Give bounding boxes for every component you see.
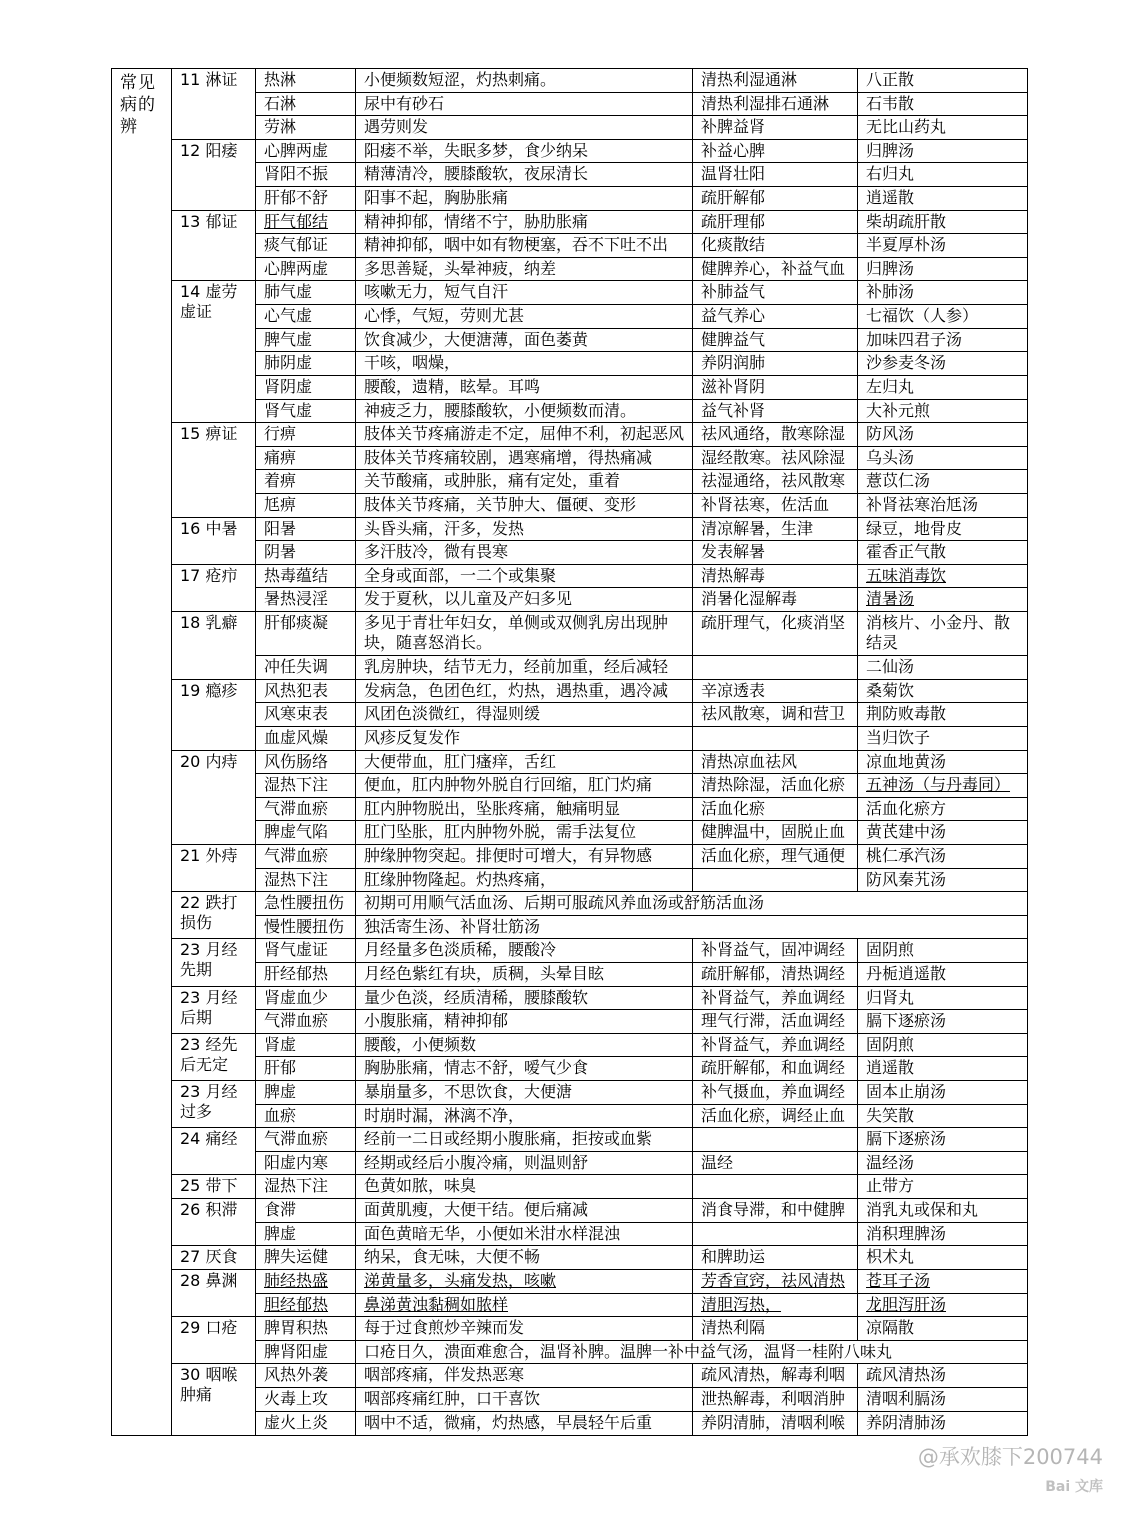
symptom-cell: 干咳，咽燥， [356,352,693,376]
treatment-cell: 祛风通络，散寒除湿 [693,423,858,447]
symptom-cell: 独活寄生汤、补肾壮筋汤 [356,915,1028,939]
treatment-cell: 养阴清肺，清咽利喉 [693,1411,858,1435]
table-row [112,750,1028,774]
syndrome-cell: 着痹 [256,470,356,494]
symptom-cell: 经前一二日或经期小腹胀痛，拒按或血紫 [356,1128,693,1152]
baidu-wenku-logo: Bai 文库 [1045,1479,1103,1495]
formula-cell: 膈下逐瘀汤 [858,1010,1028,1034]
formula-cell: 荆防败毒散 [858,703,1028,727]
symptom-cell: 肛门坠胀，肛内肿物外脱，需手法复位 [356,821,693,845]
symptom-cell: 胸胁胀痛，情志不舒，嗳气少食 [356,1057,693,1081]
formula-cell: 苍耳子汤 [858,1269,1028,1293]
symptom-cell: 发病急，色团色红，灼热，遇热重，遇冷减 [356,679,693,703]
treatment-cell: 泄热解毒，利咽消肿 [693,1387,858,1411]
treatment-cell: 消暑化湿解毒 [693,588,858,612]
symptom-cell: 遇劳则发 [356,116,693,140]
symptom-cell: 多见于青壮年妇女，单侧或双侧乳房出现肿块，随喜怒消长。 [356,612,693,656]
formula-cell: 龙胆泻肝汤 [858,1293,1028,1317]
symptom-cell: 每于过食煎炒辛辣而发 [356,1317,693,1341]
syndrome-cell: 劳淋 [256,116,356,140]
symptom-cell: 肿缘肿物突起。排便时可增大，有异物感 [356,844,693,868]
treatment-cell: 清热利湿排石通淋 [693,92,858,116]
symptom-cell: 时崩时漏，淋漓不净， [356,1104,693,1128]
symptom-cell: 心悸，气短，劳则尤甚 [356,305,693,329]
symptom-cell: 咽中不适，微痛，灼热感，早晨轻午后重 [356,1411,693,1435]
symptom-cell: 肢体关节疼痛较剧，遇寒痛增，得热痛减 [356,446,693,470]
disease-name-cell: 20 内痔 [172,750,256,844]
symptom-cell: 大便带血，肛门瘙痒，舌红 [356,750,693,774]
formula-cell: 桑菊饮 [858,679,1028,703]
treatment-cell [693,1175,858,1199]
formula-cell: 补肾祛寒治尪汤 [858,493,1028,517]
syndrome-cell: 虚火上炎 [256,1411,356,1435]
syndrome-cell: 肝郁不舒 [256,187,356,211]
symptom-cell: 咳嗽无力，短气自汗 [356,281,693,305]
treatment-cell: 疏风清热，解毒利咽 [693,1364,858,1388]
treatment-cell: 清热利隔 [693,1317,858,1341]
table-row [112,517,1028,541]
syndrome-cell: 气滞血瘀 [256,1010,356,1034]
formula-cell: 归脾汤 [858,139,1028,163]
syndrome-cell: 慢性腰扭伤 [256,915,356,939]
formula-cell: 活血化瘀方 [858,797,1028,821]
disease-name-cell: 12 阳痿 [172,139,256,210]
syndrome-cell: 肝气郁结 [256,210,356,234]
disease-name-cell: 17 疮疖 [172,564,256,611]
table-row [112,986,1028,1010]
disease-name-cell: 25 带下 [172,1175,256,1199]
treatment-cell: 补肾益气，养血调经 [693,1033,858,1057]
table-row [112,281,1028,305]
disease-name-cell: 30 咽喉肿痛 [172,1364,256,1436]
syndrome-cell: 石淋 [256,92,356,116]
treatment-cell [693,1128,858,1152]
symptom-cell: 头昏头痛，汗多，发热 [356,517,693,541]
treatment-cell [693,1222,858,1246]
symptom-cell: 精神抑郁，情绪不宁，胁肋胀痛 [356,210,693,234]
treatment-cell: 健脾温中，固脱止血 [693,821,858,845]
syndrome-cell: 热淋 [256,69,356,93]
symptom-cell: 肢体关节疼痛，关节肿大、僵硬、变形 [356,493,693,517]
treatment-cell: 疏肝理气，化痰消坚 [693,612,858,656]
disease-name-cell: 15 痹证 [172,423,256,517]
formula-cell: 止带方 [858,1175,1028,1199]
symptom-cell: 月经量多色淡质稀，腰酸冷 [356,939,693,963]
syndrome-cell: 气滞血瘀 [256,797,356,821]
syndrome-cell: 暑热浸淫 [256,588,356,612]
syndrome-cell: 阳暑 [256,517,356,541]
formula-cell: 当归饮子 [858,726,1028,750]
symptom-cell: 肛内肿物脱出，坠胀疼痛，触痛明显 [356,797,693,821]
symptom-cell: 神疲乏力，腰膝酸软，小便频数而清。 [356,399,693,423]
symptom-cell: 阳痿不举，失眠多梦，食少纳呆 [356,139,693,163]
formula-cell: 养阴清肺汤 [858,1411,1028,1435]
disease-name-cell: 11 淋证 [172,69,256,140]
formula-cell: 固本止崩汤 [858,1081,1028,1105]
syndrome-cell: 阳虚内寒 [256,1151,356,1175]
disease-name-cell: 24 痛经 [172,1128,256,1175]
symptom-cell: 经期或经后小腹冷痛，则温则舒 [356,1151,693,1175]
treatment-cell [693,656,858,680]
symptom-cell: 腰酸，遗精，眩晕。耳鸣 [356,375,693,399]
syndrome-cell: 血瘀 [256,1104,356,1128]
disease-name-cell: 26 积滞 [172,1199,256,1246]
treatment-cell: 益气养心 [693,305,858,329]
treatment-cell: 发表解暑 [693,541,858,565]
syndrome-cell: 心气虚 [256,305,356,329]
treatment-cell: 补气摄血，养血调经 [693,1081,858,1105]
table-row [112,1199,1028,1223]
treatment-cell: 清胆泻热， [693,1293,858,1317]
symptom-cell: 便血，肛内肿物外脱自行回缩，肛门灼痛 [356,774,693,798]
treatment-cell: 辛凉透表 [693,679,858,703]
formula-cell: 枳术丸 [858,1246,1028,1270]
treatment-cell: 补肾益气，固冲调经 [693,939,858,963]
syndrome-cell: 风伤肠络 [256,750,356,774]
treatment-cell: 疏肝解郁 [693,187,858,211]
table-row [112,1246,1028,1270]
symptom-cell: 初期可用顺气活血汤、后期可服疏风养血汤或舒筋活血汤 [356,892,1028,916]
syndrome-cell: 行痹 [256,423,356,447]
table-row [112,564,1028,588]
formula-cell: 五味消毒饮 [858,564,1028,588]
watermark-text: @承欢膝下200744 [917,1445,1103,1469]
treatment-cell: 湿经散寒。祛风除湿 [693,446,858,470]
syndrome-cell: 肺经热盛 [256,1269,356,1293]
syndrome-cell: 脾胃积热 [256,1317,356,1341]
formula-cell: 清暑汤 [858,588,1028,612]
treatment-cell: 疏肝理郁 [693,210,858,234]
syndrome-cell: 风热外袭 [256,1364,356,1388]
syndrome-cell: 血虚风燥 [256,726,356,750]
symptom-cell: 阳事不起，胸胁胀痛 [356,187,693,211]
syndrome-cell: 肝郁痰凝 [256,612,356,656]
treatment-cell: 清热除湿，活血化瘀 [693,774,858,798]
symptom-cell: 肛缘肿物隆起。灼热疼痛， [356,868,693,892]
formula-cell: 补肺汤 [858,281,1028,305]
disease-name-cell: 16 中暑 [172,517,256,564]
treatment-cell: 补肾祛寒，佐活血 [693,493,858,517]
symptom-cell: 暴崩量多，不思饮食，大便溏 [356,1081,693,1105]
treatment-cell: 补脾益肾 [693,116,858,140]
treatment-cell: 化痰散结 [693,234,858,258]
symptom-cell: 口疮日久，溃面难愈合，温肾补脾。温脾一补中益气汤，温肾一桂附八味丸 [356,1340,1028,1364]
formula-cell: 逍遥散 [858,1057,1028,1081]
treatment-cell: 补益心脾 [693,139,858,163]
table-row [112,210,1028,234]
syndrome-cell: 脾虚 [256,1222,356,1246]
category-cell: 常见病的辨 [112,69,172,1436]
symptom-cell: 全身或面部，一二个或集聚 [356,564,693,588]
table-row [112,423,1028,447]
formula-cell: 丹栀逍遥散 [858,962,1028,986]
syndrome-cell: 心脾两虚 [256,139,356,163]
formula-cell: 左归丸 [858,375,1028,399]
treatment-cell: 滋补肾阴 [693,375,858,399]
table-row [112,1033,1028,1057]
syndrome-cell: 脾虚气陷 [256,821,356,845]
table-row [112,939,1028,963]
table-row [112,1269,1028,1293]
syndrome-cell: 肾阴虚 [256,375,356,399]
formula-cell: 温经汤 [858,1151,1028,1175]
formula-cell: 防风秦艽汤 [858,868,1028,892]
table-row [112,1364,1028,1388]
treatment-cell: 温肾壮阳 [693,163,858,187]
syndrome-cell: 肝经郁热 [256,962,356,986]
disease-name-cell: 23 月经先期 [172,939,256,986]
formula-cell: 疏风清热汤 [858,1364,1028,1388]
symptom-cell: 面色黄暗无华，小便如米泔水样混浊 [356,1222,693,1246]
treatment-cell: 消食导滞，和中健脾 [693,1199,858,1223]
syndrome-cell: 胆经郁热 [256,1293,356,1317]
formula-cell: 石韦散 [858,92,1028,116]
syndrome-cell: 肾虚 [256,1033,356,1057]
treatment-cell: 益气补肾 [693,399,858,423]
syndrome-cell: 肾气虚证 [256,939,356,963]
symptom-cell: 风疹反复发作 [356,726,693,750]
table-row [112,679,1028,703]
syndrome-cell: 风热犯表 [256,679,356,703]
table-row [112,1081,1028,1105]
formula-cell: 消积理脾汤 [858,1222,1028,1246]
disease-name-cell: 29 口疮 [172,1317,256,1364]
disease-name-cell: 23 月经后期 [172,986,256,1033]
table-row [112,1175,1028,1199]
symptom-cell: 肢体关节疼痛游走不定，屈伸不利，初起恶风 [356,423,693,447]
treatment-cell: 温经 [693,1151,858,1175]
symptom-cell: 多思善疑，头晕神疲，纳差 [356,257,693,281]
syndrome-cell: 气滞血瘀 [256,1128,356,1152]
treatment-cell [693,868,858,892]
formula-cell: 二仙汤 [858,656,1028,680]
treatment-cell: 活血化瘀 [693,797,858,821]
table-row [112,1128,1028,1152]
symptom-cell: 精神抑郁，咽中如有物梗塞，吞不下吐不出 [356,234,693,258]
treatment-cell: 清热利湿通淋 [693,69,858,93]
syndrome-cell: 急性腰扭伤 [256,892,356,916]
syndrome-cell: 痰气郁证 [256,234,356,258]
treatment-cell: 健脾养心，补益气血 [693,257,858,281]
symptom-cell: 色黄如脓，味臭 [356,1175,693,1199]
symptom-cell: 量少色淡，经质清稀，腰膝酸软 [356,986,693,1010]
formula-cell: 薏苡仁汤 [858,470,1028,494]
syndrome-cell: 肝郁 [256,1057,356,1081]
treatment-cell [693,726,858,750]
disease-name-cell: 23 月经过多 [172,1081,256,1128]
formula-cell: 固阴煎 [858,939,1028,963]
symptom-cell: 鼻涕黄浊黏稠如脓样 [356,1293,693,1317]
treatment-cell: 清热凉血祛风 [693,750,858,774]
syndrome-cell: 脾失运健 [256,1246,356,1270]
symptom-cell: 乳房肿块，结节无力，经前加重，经后减轻 [356,656,693,680]
formula-cell: 膈下逐瘀汤 [858,1128,1028,1152]
table-row [112,612,1028,656]
treatment-cell: 养阴润肺 [693,352,858,376]
formula-cell: 半夏厚朴汤 [858,234,1028,258]
syndrome-cell: 肺阴虚 [256,352,356,376]
formula-cell: 加味四君子汤 [858,328,1028,352]
treatment-cell: 清凉解暑，生津 [693,517,858,541]
disease-name-cell: 13 郁证 [172,210,256,281]
formula-cell: 绿豆，地骨皮 [858,517,1028,541]
symptom-cell: 多汗肢冷，微有畏寒 [356,541,693,565]
disease-name-cell: 23 经先后无定 [172,1033,256,1080]
formula-cell: 右归丸 [858,163,1028,187]
treatment-cell: 健脾益气 [693,328,858,352]
syndrome-cell: 肺气虚 [256,281,356,305]
symptom-cell: 精薄清冷，腰膝酸软，夜尿清长 [356,163,693,187]
symptom-cell: 饮食减少，大便溏薄，面色萎黄 [356,328,693,352]
symptom-cell: 风团色淡微红，得湿则缓 [356,703,693,727]
formula-cell: 逍遥散 [858,187,1028,211]
disease-name-cell: 28 鼻渊 [172,1269,256,1316]
syndrome-cell: 湿热下注 [256,774,356,798]
formula-cell: 乌头汤 [858,446,1028,470]
symptom-cell: 纳呆，食无味，大便不畅 [356,1246,693,1270]
formula-cell: 霍香正气散 [858,541,1028,565]
table-row [112,892,1028,916]
treatment-cell: 补肺益气 [693,281,858,305]
formula-cell: 凉血地黄汤 [858,750,1028,774]
treatment-cell: 清热解毒 [693,564,858,588]
syndrome-table [111,68,1028,1436]
formula-cell: 固阴煎 [858,1033,1028,1057]
treatment-cell: 补肾益气，养血调经 [693,986,858,1010]
syndrome-cell: 火毒上攻 [256,1387,356,1411]
formula-cell: 归脾汤 [858,257,1028,281]
syndrome-cell: 热毒蕴结 [256,564,356,588]
treatment-cell: 疏肝解郁，和血调经 [693,1057,858,1081]
symptom-cell: 涕黄量多，头痛发热，咳嗽 [356,1269,693,1293]
formula-cell: 凉隔散 [858,1317,1028,1341]
syndrome-cell: 肾气虚 [256,399,356,423]
formula-cell: 七福饮（人参） [858,305,1028,329]
table-row [112,844,1028,868]
formula-cell: 大补元煎 [858,399,1028,423]
treatment-cell: 祛湿通络，祛风散寒 [693,470,858,494]
treatment-cell: 祛风散寒，调和营卫 [693,703,858,727]
formula-cell: 清咽利膈汤 [858,1387,1028,1411]
treatment-cell: 活血化瘀，调经止血 [693,1104,858,1128]
syndrome-cell: 风寒束表 [256,703,356,727]
symptom-cell: 月经色紫红有块，质稠，头晕目眩 [356,962,693,986]
disease-name-cell: 19 瘾疹 [172,679,256,750]
formula-cell: 消核片、小金丹、散结灵 [858,612,1028,656]
formula-cell: 失笑散 [858,1104,1028,1128]
syndrome-cell: 心脾两虚 [256,257,356,281]
formula-cell: 柴胡疏肝散 [858,210,1028,234]
syndrome-cell: 冲任失调 [256,656,356,680]
table-row [112,1317,1028,1341]
syndrome-cell: 湿热下注 [256,1175,356,1199]
syndrome-cell: 肾虚血少 [256,986,356,1010]
treatment-cell: 理气行滞，活血调经 [693,1010,858,1034]
disease-name-cell: 27 厌食 [172,1246,256,1270]
treatment-cell: 活血化瘀，理气通便 [693,844,858,868]
syndrome-cell: 脾肾阳虚 [256,1340,356,1364]
syndrome-cell: 脾气虚 [256,328,356,352]
formula-cell: 无比山药丸 [858,116,1028,140]
symptom-cell: 咽部疼痛红肿，口干喜饮 [356,1387,693,1411]
disease-name-cell: 21 外痔 [172,844,256,891]
disease-name-cell: 22 跌打损伤 [172,892,256,939]
symptom-cell: 发于夏秋，以儿童及产妇多见 [356,588,693,612]
treatment-cell: 和脾助运 [693,1246,858,1270]
table-row [112,139,1028,163]
formula-cell: 沙参麦冬汤 [858,352,1028,376]
syndrome-cell: 痛痹 [256,446,356,470]
symptom-cell: 咽部疼痛，伴发热恶寒 [356,1364,693,1388]
symptom-cell: 关节酸痛，或肿胀，痛有定处，重着 [356,470,693,494]
symptom-cell: 小腹胀痛，精神抑郁 [356,1010,693,1034]
symptom-cell: 腰酸，小便频数 [356,1033,693,1057]
formula-cell: 防风汤 [858,423,1028,447]
symptom-cell: 小便频数短涩，灼热刺痛。 [356,69,693,93]
formula-cell: 八正散 [858,69,1028,93]
treatment-cell: 疏肝解郁，清热调经 [693,962,858,986]
treatment-cell: 芳香宣窍，祛风清热 [693,1269,858,1293]
symptom-cell: 尿中有砂石 [356,92,693,116]
table-row [112,69,1028,93]
formula-cell: 归肾丸 [858,986,1028,1010]
syndrome-cell: 肾阳不振 [256,163,356,187]
disease-name-cell: 18 乳癖 [172,612,256,680]
disease-name-cell: 14 虚劳虚证 [172,281,256,423]
syndrome-cell: 气滞血瘀 [256,844,356,868]
formula-cell: 黄芪建中汤 [858,821,1028,845]
formula-cell: 桃仁承汽汤 [858,844,1028,868]
syndrome-cell: 食滞 [256,1199,356,1223]
syndrome-cell: 尪痹 [256,493,356,517]
symptom-cell: 面黄肌瘦，大便干结。便后痛减 [356,1199,693,1223]
syndrome-cell: 脾虚 [256,1081,356,1105]
syndrome-cell: 阴暑 [256,541,356,565]
syndrome-cell: 湿热下注 [256,868,356,892]
formula-cell: 五神汤（与丹毒同） [858,774,1028,798]
formula-cell: 消乳丸或保和丸 [858,1199,1028,1223]
